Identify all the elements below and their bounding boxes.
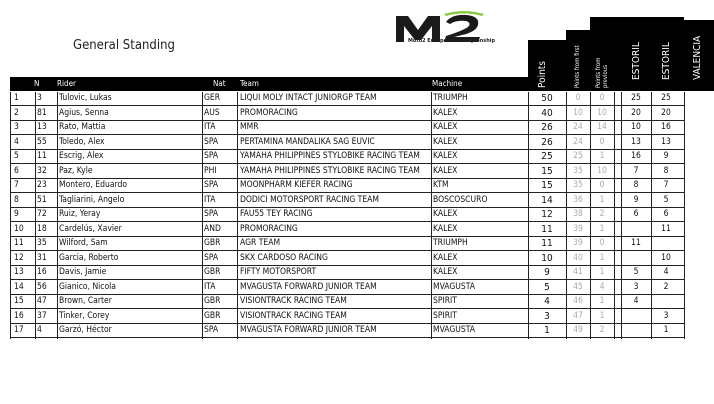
cell-team: PROMORACING [240, 223, 298, 234]
cell-nat: GBR [204, 310, 221, 321]
table-row [10, 165, 684, 179]
cell-num: 47 [37, 296, 47, 306]
cell-r2: 2 [663, 281, 669, 292]
cell-team: VISIONTRACK RACING TEAM [240, 296, 347, 306]
cell-from-first: 24 [573, 136, 583, 147]
table-row [10, 324, 684, 338]
cell-num: 18 [37, 223, 47, 234]
header-from-first: Points from first [574, 45, 581, 88]
cell-points: 4 [544, 296, 550, 307]
cell-r2: 1 [663, 325, 669, 335]
table-row [10, 194, 684, 208]
cell-r2: 7 [663, 180, 669, 190]
grid-line [621, 92, 622, 339]
cell-num: 37 [37, 310, 47, 321]
cell-r3 [681, 194, 711, 207]
cell-num: 4 [37, 325, 42, 335]
table-row [10, 281, 684, 295]
cell-from-first: 0 [575, 93, 581, 103]
cell-nat: SPA [204, 180, 219, 190]
cell-from-prev: 0 [599, 136, 605, 147]
cell-points: 12 [541, 209, 553, 220]
cell-r1: 7 [633, 165, 639, 176]
cell-from-prev: 1 [599, 252, 605, 263]
cell-nat: GBR [204, 296, 221, 306]
cell-rider: Brown, Carter [59, 296, 112, 306]
cell-r2 [651, 295, 681, 308]
cell-num: 16 [37, 267, 47, 277]
cell-machine: KALEX [433, 267, 458, 277]
cell-pos: 11 [14, 238, 24, 248]
cell-machine: KTM [433, 180, 449, 190]
cell-from-prev: 1 [599, 296, 605, 306]
cell-pos: 17 [14, 325, 24, 335]
cell-team: VISIONTRACK RACING TEAM [240, 310, 347, 321]
cell-machine: KALEX [433, 223, 458, 234]
cell-from-prev: 1 [599, 267, 605, 277]
cell-nat: PHI [204, 165, 217, 176]
cell-team: FAU55 TEY RACING [240, 209, 313, 219]
table-row [10, 223, 684, 237]
cell-r3 [681, 266, 711, 279]
cell-r2: 10 [661, 252, 671, 263]
cell-r1 [621, 310, 651, 323]
cell-from-first: 47 [573, 310, 583, 321]
cell-points: 5 [544, 281, 550, 293]
cell-machine: KALEX [433, 151, 458, 161]
cell-from-prev: 4 [599, 281, 605, 292]
cell-team: YAMAHA PHILIPPINES STYLOBIKE RACING TEAM [240, 165, 420, 176]
grid-line [566, 92, 567, 339]
cell-from-first: 36 [573, 194, 583, 205]
cell-team: DODICI MOTORSPORT RACING TEAM [240, 194, 380, 205]
cell-r2 [651, 237, 681, 250]
header-race-2: ESTORIL [661, 42, 672, 80]
cell-machine: SPIRIT [433, 310, 457, 321]
logo-subtitle: Moto2 European Championship [408, 38, 495, 44]
cell-points: 11 [541, 238, 553, 249]
cell-r1: 11 [631, 238, 641, 248]
cell-num: 3 [37, 93, 42, 103]
cell-from-first: 38 [573, 209, 583, 219]
table-row [10, 266, 684, 280]
cell-r2: 20 [661, 107, 671, 118]
cell-machine: KALEX [433, 209, 458, 219]
cell-from-first: 25 [573, 151, 583, 161]
cell-points: 3 [544, 310, 550, 322]
cell-r3 [681, 223, 711, 236]
cell-num: 23 [37, 180, 47, 190]
cell-r1: 9 [633, 194, 639, 205]
cell-r3 [681, 136, 711, 149]
cell-from-first: 24 [573, 122, 583, 132]
cell-pos: 14 [14, 281, 24, 292]
cell-pos: 2 [14, 107, 19, 118]
cell-from-prev: 0 [599, 238, 605, 248]
cell-points: 10 [541, 252, 553, 264]
cell-pos: 5 [14, 151, 19, 161]
cell-machine: TRIUMPH [433, 238, 468, 248]
grid-line [684, 92, 685, 339]
cell-machine: BOSCOSCURO [433, 194, 488, 205]
table-row [10, 150, 684, 164]
cell-r3 [681, 150, 711, 163]
cell-r1: 5 [633, 267, 639, 277]
grid-line [590, 92, 591, 339]
cell-points: 26 [541, 136, 553, 148]
cell-rider: Garzó, Héctor [59, 325, 112, 335]
cell-r2: 25 [661, 93, 671, 103]
cell-from-prev: 1 [599, 223, 605, 234]
table-row [10, 310, 684, 324]
cell-r3 [681, 295, 711, 308]
cell-rider: Paz, Kyle [59, 165, 93, 176]
cell-from-first: 40 [573, 252, 583, 263]
cell-num: 11 [37, 151, 47, 161]
cell-team: FIFTY MOTORSPORT [240, 267, 317, 277]
cell-nat: ITA [204, 122, 216, 132]
cell-points: 14 [541, 194, 553, 206]
cell-rider: Davis, Jamie [59, 267, 107, 277]
cell-rider: Gianico, Nicola [59, 281, 116, 292]
cell-r2: 5 [663, 194, 669, 205]
cell-num: 32 [37, 165, 47, 176]
cell-points: 11 [541, 223, 553, 235]
cell-r1: 10 [631, 122, 641, 132]
cell-team: MVAGUSTA FORWARD JUNIOR TEAM [240, 325, 377, 335]
table-row [10, 179, 684, 193]
cell-r2: 8 [663, 165, 669, 176]
cell-r2: 16 [661, 122, 671, 132]
table-row [10, 295, 684, 309]
cell-r1: 25 [631, 93, 641, 103]
header-team: Team [240, 79, 259, 88]
cell-from-first: 35 [573, 165, 583, 176]
cell-from-prev: 1 [599, 151, 605, 161]
cell-team: PERTAMINA MANDALIKA SAG EUVIC [240, 136, 375, 147]
cell-num: 13 [37, 122, 47, 132]
cell-nat: GBR [204, 238, 221, 248]
cell-r2: 6 [663, 209, 669, 219]
cell-rider: Garcia, Roberto [59, 252, 119, 263]
cell-r2: 4 [663, 267, 669, 277]
cell-machine: KALEX [433, 136, 458, 147]
cell-pos: 1 [14, 93, 19, 103]
cell-machine: KALEX [433, 122, 458, 132]
cell-points: 50 [541, 93, 553, 104]
cell-rider: Tinker, Corey [59, 310, 110, 321]
cell-machine: KALEX [433, 107, 458, 118]
cell-team: MMR [240, 122, 259, 132]
cell-nat: SPA [204, 325, 219, 335]
cell-pos: 16 [14, 310, 24, 321]
grid-line [614, 92, 615, 339]
grid-line [237, 92, 238, 339]
cell-num: 55 [37, 136, 47, 147]
cell-rider: Cardelús, Xavier [59, 223, 122, 234]
cell-r1: 6 [633, 209, 639, 219]
cell-machine: KALEX [433, 252, 458, 263]
header-points: Points [537, 61, 548, 88]
cell-machine: MVAGUSTA [433, 325, 475, 335]
cell-nat: SPA [204, 151, 219, 161]
cell-r3 [681, 310, 711, 323]
cell-r2: 11 [661, 223, 671, 234]
cell-from-prev: 0 [599, 93, 605, 103]
cell-points: 9 [544, 267, 550, 278]
cell-team: MVAGUSTA FORWARD JUNIOR TEAM [240, 281, 377, 292]
cell-r1 [621, 324, 651, 337]
cell-from-prev: 0 [599, 180, 605, 190]
grid-line [431, 92, 432, 339]
cell-machine: SPIRIT [433, 296, 457, 306]
grid-line [202, 92, 203, 339]
cell-r1: 8 [633, 180, 639, 190]
cell-points: 40 [541, 107, 553, 119]
cell-pos: 15 [14, 296, 24, 306]
cell-r1: 13 [631, 136, 641, 147]
cell-pos: 10 [14, 223, 24, 234]
table-row [10, 92, 684, 106]
cell-team: AGR TEAM [240, 238, 281, 248]
cell-rider: Toledo, Alex [59, 136, 105, 147]
cell-num: 56 [37, 281, 47, 292]
grid-line [57, 92, 58, 339]
cell-machine: TRIUMPH [433, 93, 468, 103]
cell-from-prev: 2 [599, 209, 605, 219]
cell-r3 [681, 121, 711, 134]
cell-nat: GER [204, 93, 221, 103]
cell-r1: 3 [633, 281, 639, 292]
cell-num: 31 [37, 252, 47, 263]
cell-pos: 6 [14, 165, 19, 176]
cell-pos: 4 [14, 136, 19, 147]
cell-nat: SPA [204, 136, 219, 147]
cell-from-first: 10 [573, 107, 583, 118]
cell-r1: 16 [631, 151, 641, 161]
cell-r1 [621, 252, 651, 265]
cell-from-first: 39 [573, 238, 583, 248]
cell-rider: Tagliarini, Angelo [59, 194, 125, 205]
cell-rider: Rato, Mattia [59, 122, 106, 132]
cell-from-prev: 14 [597, 122, 607, 132]
table-row [10, 208, 684, 222]
cell-r1 [621, 223, 651, 236]
cell-nat: AUS [204, 107, 220, 118]
cell-from-first: 39 [573, 223, 583, 234]
cell-r3 [681, 252, 711, 265]
page-title: General Standing [73, 38, 175, 53]
cell-machine: KALEX [433, 165, 458, 176]
cell-from-prev: 1 [599, 310, 605, 321]
cell-pos: 13 [14, 267, 24, 277]
header-race-1: ESTORIL [631, 42, 642, 80]
header-rider: Rider [57, 79, 76, 88]
cell-team: SKX CARDOSO RACING [240, 252, 328, 263]
cell-nat: GBR [204, 267, 221, 277]
grid-line [35, 92, 36, 339]
cell-r2: 3 [663, 310, 669, 321]
cell-points: 15 [541, 165, 553, 177]
header-from-previous: Points from previous [595, 57, 609, 88]
cell-from-first: 41 [573, 267, 583, 277]
cell-pos: 7 [14, 180, 19, 190]
cell-nat: ITA [204, 281, 216, 292]
cell-from-prev: 2 [599, 325, 605, 335]
cell-r1: 20 [631, 107, 641, 118]
cell-from-first: 45 [573, 281, 583, 292]
cell-points: 25 [541, 151, 553, 162]
cell-pos: 8 [14, 194, 19, 205]
cell-team: YAMAHA PHILIPPINES STYLOBIKE RACING TEAM [240, 151, 420, 161]
cell-points: 1 [544, 325, 550, 336]
cell-r3 [681, 107, 711, 120]
cell-r3 [681, 165, 711, 178]
cell-nat: SPA [204, 209, 219, 219]
cell-rider: Agius, Senna [59, 107, 109, 118]
cell-r3 [681, 237, 711, 250]
cell-pos: 12 [14, 252, 24, 263]
cell-points: 26 [541, 122, 553, 133]
cell-pos: 3 [14, 122, 19, 132]
cell-from-first: 49 [573, 325, 583, 335]
cell-nat: ITA [204, 194, 216, 205]
cell-num: 72 [37, 209, 47, 219]
cell-points: 15 [541, 180, 553, 191]
table-row [10, 136, 684, 150]
cell-rider: Wilford, Sam [59, 238, 108, 248]
cell-from-first: 46 [573, 296, 583, 306]
cell-from-prev: 10 [597, 107, 607, 118]
header-machine: Machine [432, 79, 463, 88]
cell-r2: 9 [663, 151, 669, 161]
cell-num: 51 [37, 194, 47, 205]
cell-num: 81 [37, 107, 47, 118]
table-row [10, 252, 684, 266]
cell-rider: Escrig, Alex [59, 151, 104, 161]
cell-r3 [681, 179, 711, 192]
cell-team: MOONPHARM KIEFER RACING [240, 180, 353, 190]
cell-nat: SPA [204, 252, 219, 263]
cell-from-prev: 10 [597, 165, 607, 176]
table-row [10, 107, 684, 121]
header-nat: Nat [213, 79, 226, 88]
cell-num: 35 [37, 238, 47, 248]
header-race-3: VALENCIA [692, 35, 703, 80]
grid-line [10, 92, 11, 339]
cell-team: PROMORACING [240, 107, 298, 118]
cell-from-first: 35 [573, 180, 583, 190]
cell-r2: 13 [661, 136, 671, 147]
cell-team: LIQUI MOLY INTACT JUNIORGP TEAM [240, 93, 377, 103]
cell-pos: 9 [14, 209, 19, 219]
grid-line [651, 92, 652, 339]
table-row [10, 237, 684, 251]
cell-r3 [681, 324, 711, 337]
cell-r1: 4 [633, 296, 639, 306]
cell-machine: MVAGUSTA [433, 281, 475, 292]
header-num: N [34, 79, 40, 88]
cell-r3 [681, 281, 711, 294]
table-row [10, 121, 684, 135]
cell-rider: Tulovic, Lukas [59, 93, 112, 103]
cell-from-prev: 1 [599, 194, 605, 205]
cell-rider: Montero, Eduardo [59, 180, 128, 190]
cell-r3 [681, 92, 711, 105]
cell-r3 [681, 208, 711, 221]
grid-line [528, 92, 529, 339]
cell-rider: Ruiz, Yeray [59, 209, 101, 219]
cell-nat: AND [204, 223, 221, 234]
